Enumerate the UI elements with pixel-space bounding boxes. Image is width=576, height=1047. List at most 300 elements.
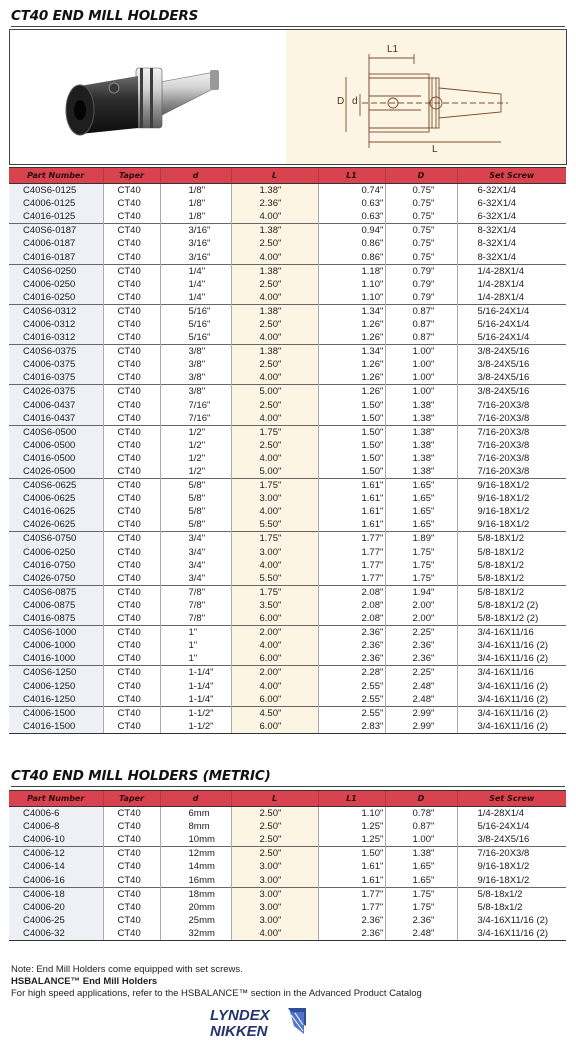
dia-cell: 1.38" (385, 399, 457, 412)
part-number-cell: C4006-14 (9, 860, 103, 873)
l-cell: 3.00" (231, 860, 318, 873)
col-header-l: L (231, 168, 318, 184)
product-photo (10, 30, 286, 164)
l1-cell: 1.18" (318, 264, 385, 278)
part-number-cell: C40S6-0375 (9, 345, 103, 359)
dia-cell: 2.48" (385, 693, 457, 707)
set-screw-cell: 5/8-18X1/2 (457, 559, 566, 572)
dia-cell: 2.99" (385, 706, 457, 720)
part-number-cell: C4006-0187 (9, 237, 103, 250)
table-header-row (9, 168, 566, 184)
taper-cell: CT40 (103, 304, 160, 318)
l1-cell: 2.08" (318, 599, 385, 612)
d-cell: 1" (160, 626, 231, 640)
l-cell: 5.00" (231, 385, 318, 399)
d-cell: 3/8" (160, 358, 231, 371)
dim-l-label: L (432, 144, 438, 155)
l-cell: 6.00" (231, 612, 318, 626)
l-cell: 6.00" (231, 720, 318, 734)
set-screw-cell: 1/4-28X1/4 (457, 278, 566, 291)
l-cell: 3.00" (231, 914, 318, 927)
col-header-set-screw: Set Screw (457, 168, 566, 184)
part-number-cell: C4006-1000 (9, 639, 103, 652)
part-number-cell: C4006-10 (9, 833, 103, 847)
part-number-cell: C40S6-0250 (9, 264, 103, 278)
table-row (9, 291, 566, 305)
d-cell: 5/8" (160, 479, 231, 493)
part-number-cell: C4006-0500 (9, 439, 103, 452)
part-number-cell: C4006-0437 (9, 399, 103, 412)
set-screw-cell: 5/8-18x1/2 (457, 887, 566, 901)
taper-cell: CT40 (103, 652, 160, 666)
part-number-cell: C4006-1250 (9, 679, 103, 692)
part-number-cell: C4006-1500 (9, 706, 103, 720)
dim-d-label: d (352, 96, 358, 107)
d-cell: 1/8" (160, 210, 231, 224)
set-screw-cell: 5/8-18X1/2 (457, 546, 566, 559)
taper-cell: CT40 (103, 927, 160, 941)
d-cell: 5/8" (160, 505, 231, 518)
set-screw-cell: 8-32X1/4 (457, 250, 566, 264)
part-number-cell: C4016-0437 (9, 412, 103, 426)
dia-cell: 1.38" (385, 412, 457, 426)
l1-cell: 1.50" (318, 412, 385, 426)
dia-cell: 1.75" (385, 572, 457, 586)
table-row (9, 184, 566, 198)
part-number-cell: C4016-0625 (9, 505, 103, 518)
table-row (9, 250, 566, 264)
l1-cell: 1.77" (318, 887, 385, 901)
d-cell: 1-1/4" (160, 693, 231, 707)
part-number-cell: C4016-0125 (9, 210, 103, 224)
d-cell: 8mm (160, 820, 231, 833)
table-row (9, 358, 566, 371)
d-cell: 1/2" (160, 425, 231, 439)
part-number-cell: C40S6-0500 (9, 425, 103, 439)
part-number-cell: C4016-1500 (9, 720, 103, 734)
d-cell: 1/2" (160, 439, 231, 452)
table-row (9, 304, 566, 318)
part-number-cell: C4016-0187 (9, 250, 103, 264)
l1-cell: 2.55" (318, 679, 385, 692)
dia-cell: 1.38" (385, 847, 457, 861)
l1-cell: 2.36" (318, 639, 385, 652)
dia-cell: 1.65" (385, 479, 457, 493)
set-screw-cell: 3/4-16X11/16 (2) (457, 927, 566, 941)
set-screw-cell: 9/16-18X1/2 (457, 479, 566, 493)
l-cell: 4.00" (231, 505, 318, 518)
l-cell: 6.00" (231, 693, 318, 707)
l1-cell: 2.08" (318, 585, 385, 599)
taper-cell: CT40 (103, 518, 160, 532)
svg-text:NIKKEN: NIKKEN (210, 1023, 268, 1038)
set-screw-cell: 3/8-24X5/16 (457, 358, 566, 371)
taper-cell: CT40 (103, 914, 160, 927)
taper-cell: CT40 (103, 278, 160, 291)
product-image-panel (9, 29, 567, 165)
table-row (9, 210, 566, 224)
taper-cell: CT40 (103, 847, 160, 861)
d-cell: 3/4" (160, 546, 231, 559)
taper-cell: CT40 (103, 807, 160, 821)
l1-cell: 1.26" (318, 358, 385, 371)
dia-cell: 0.79" (385, 291, 457, 305)
table-row (9, 264, 566, 278)
table-row (9, 399, 566, 412)
set-screw-cell: 7/16-20X3/8 (457, 412, 566, 426)
l1-cell: 1.61" (318, 479, 385, 493)
table-row (9, 572, 566, 586)
table-row (9, 652, 566, 666)
d-cell: 5/16" (160, 304, 231, 318)
l-cell: 2.50" (231, 237, 318, 250)
svg-text:LYNDEX: LYNDEX (210, 1007, 270, 1024)
d-cell: 3/16" (160, 250, 231, 264)
part-number-cell: C4006-16 (9, 873, 103, 887)
l-cell: 4.50" (231, 706, 318, 720)
l-cell: 3.50" (231, 599, 318, 612)
l-cell: 1.75" (231, 585, 318, 599)
l1-cell: 1.50" (318, 399, 385, 412)
set-screw-cell: 9/16-18X1/2 (457, 518, 566, 532)
l-cell: 5.00" (231, 465, 318, 479)
l-cell: 1.75" (231, 479, 318, 493)
table-row (9, 914, 566, 927)
taper-cell: CT40 (103, 184, 160, 198)
part-number-cell: C4016-0250 (9, 291, 103, 305)
table-row (9, 693, 566, 707)
l1-cell: 1.50" (318, 465, 385, 479)
dia-cell: 1.65" (385, 505, 457, 518)
table-row (9, 720, 566, 734)
col-header-taper: Taper (103, 791, 160, 807)
set-screw-cell: 7/16-20X3/8 (457, 399, 566, 412)
set-screw-cell: 7/16-20X3/8 (457, 425, 566, 439)
l1-cell: 1.77" (318, 572, 385, 586)
taper-cell: CT40 (103, 371, 160, 385)
taper-cell: CT40 (103, 873, 160, 887)
technical-drawing (286, 30, 566, 164)
taper-cell: CT40 (103, 492, 160, 505)
part-number-cell: C40S6-0187 (9, 224, 103, 238)
d-cell: 1" (160, 652, 231, 666)
l-cell: 4.00" (231, 452, 318, 465)
taper-cell: CT40 (103, 237, 160, 250)
dia-cell: 0.87" (385, 318, 457, 331)
set-screw-cell: 7/16-20X3/8 (457, 465, 566, 479)
part-number-cell: C40S6-0875 (9, 585, 103, 599)
dia-cell: 2.25" (385, 666, 457, 680)
l-cell: 2.50" (231, 278, 318, 291)
l-cell: 1.38" (231, 184, 318, 198)
dia-cell: 1.65" (385, 518, 457, 532)
set-screw-cell: 6-32X1/4 (457, 210, 566, 224)
set-screw-cell: 9/16-18X1/2 (457, 505, 566, 518)
l1-cell: 0.86" (318, 250, 385, 264)
dia-cell: 0.75" (385, 184, 457, 198)
d-cell: 3/16" (160, 237, 231, 250)
part-number-cell: C4006-6 (9, 807, 103, 821)
l1-cell: 0.63" (318, 197, 385, 210)
taper-cell: CT40 (103, 439, 160, 452)
l1-cell: 1.61" (318, 873, 385, 887)
part-number-cell: C40S6-0312 (9, 304, 103, 318)
table-row (9, 833, 566, 847)
l1-cell: 1.61" (318, 518, 385, 532)
d-cell: 12mm (160, 847, 231, 861)
l-cell: 3.00" (231, 492, 318, 505)
set-screw-cell: 7/16-20X3/8 (457, 439, 566, 452)
taper-cell: CT40 (103, 693, 160, 707)
l-cell: 5.50" (231, 518, 318, 532)
part-number-cell: C4006-32 (9, 927, 103, 941)
dia-cell: 2.48" (385, 679, 457, 692)
d-cell: 5/8" (160, 518, 231, 532)
d-cell: 1" (160, 639, 231, 652)
l-cell: 2.50" (231, 358, 318, 371)
l-cell: 3.00" (231, 873, 318, 887)
l-cell: 3.00" (231, 546, 318, 559)
set-screw-cell: 3/4-16X11/16 (2) (457, 914, 566, 927)
table-row (9, 847, 566, 861)
set-screw-cell: 5/16-24X1/4 (457, 331, 566, 345)
taper-cell: CT40 (103, 425, 160, 439)
l1-cell: 1.77" (318, 532, 385, 546)
l-cell: 2.50" (231, 399, 318, 412)
taper-cell: CT40 (103, 291, 160, 305)
part-number-cell: C4006-0875 (9, 599, 103, 612)
taper-cell: CT40 (103, 626, 160, 640)
taper-cell: CT40 (103, 860, 160, 873)
set-screw-cell: 5/8-18X1/2 (457, 572, 566, 586)
taper-cell: CT40 (103, 532, 160, 546)
dia-cell: 1.75" (385, 901, 457, 914)
l1-cell: 1.50" (318, 425, 385, 439)
title-rule (11, 26, 565, 27)
col-header-d: d (160, 168, 231, 184)
l1-cell: 1.26" (318, 371, 385, 385)
dia-cell: 1.89" (385, 532, 457, 546)
l1-cell: 2.36" (318, 914, 385, 927)
table-row (9, 518, 566, 532)
table-row (9, 860, 566, 873)
section-title-metric: CT40 END MILL HOLDERS (METRIC) (11, 768, 271, 784)
taper-cell: CT40 (103, 479, 160, 493)
taper-cell: CT40 (103, 465, 160, 479)
taper-cell: CT40 (103, 412, 160, 426)
taper-cell: CT40 (103, 210, 160, 224)
dia-cell: 0.78" (385, 807, 457, 821)
d-cell: 25mm (160, 914, 231, 927)
l1-cell: 0.86" (318, 237, 385, 250)
l1-cell: 1.34" (318, 345, 385, 359)
l-cell: 2.36" (231, 197, 318, 210)
l-cell: 1.75" (231, 532, 318, 546)
table-row (9, 224, 566, 238)
d-cell: 14mm (160, 860, 231, 873)
l1-cell: 0.63" (318, 210, 385, 224)
l1-cell: 2.55" (318, 706, 385, 720)
set-screw-cell: 9/16-18X1/2 (457, 860, 566, 873)
l1-cell: 2.36" (318, 626, 385, 640)
set-screw-cell: 3/4-16X11/16 (457, 666, 566, 680)
l-cell: 2.50" (231, 833, 318, 847)
dim-l1-label: L1 (387, 44, 399, 55)
l1-cell: 1.50" (318, 439, 385, 452)
taper-cell: CT40 (103, 666, 160, 680)
set-screw-cell: 5/8-18X1/2 (457, 585, 566, 599)
table-row (9, 452, 566, 465)
table-row (9, 385, 566, 399)
set-screw-cell: 3/4-16X11/16 (2) (457, 652, 566, 666)
set-screw-cell: 5/16-24X1/4 (457, 304, 566, 318)
dia-cell: 1.00" (385, 358, 457, 371)
part-number-cell: C4006-20 (9, 901, 103, 914)
table-row (9, 639, 566, 652)
set-screw-cell: 6-32X1/4 (457, 197, 566, 210)
part-number-cell: C4026-0750 (9, 572, 103, 586)
taper-cell: CT40 (103, 559, 160, 572)
part-number-cell: C4016-0375 (9, 371, 103, 385)
dia-cell: 1.65" (385, 873, 457, 887)
dia-cell: 1.38" (385, 452, 457, 465)
d-cell: 1/8" (160, 184, 231, 198)
dia-cell: 1.65" (385, 492, 457, 505)
taper-cell: CT40 (103, 720, 160, 734)
d-cell: 20mm (160, 901, 231, 914)
part-number-cell: C4006-0125 (9, 197, 103, 210)
l1-cell: 2.28" (318, 666, 385, 680)
l-cell: 4.00" (231, 291, 318, 305)
set-screw-cell: 5/8-18X1/2 (2) (457, 599, 566, 612)
table-row (9, 612, 566, 626)
part-number-cell: C4006-0375 (9, 358, 103, 371)
table-row (9, 666, 566, 680)
col-header-l: L (231, 791, 318, 807)
dia-cell: 0.75" (385, 224, 457, 238)
table-row (9, 439, 566, 452)
d-cell: 7/16" (160, 412, 231, 426)
title-rule-metric (11, 786, 565, 787)
d-cell: 1/4" (160, 278, 231, 291)
dia-cell: 2.36" (385, 639, 457, 652)
set-screw-cell: 3/8-24X5/16 (457, 371, 566, 385)
set-screw-cell: 1/4-28X1/4 (457, 264, 566, 278)
dia-cell: 2.00" (385, 612, 457, 626)
table-row (9, 887, 566, 901)
table-row (9, 237, 566, 250)
set-screw-cell: 5/16-24X1/4 (457, 318, 566, 331)
col-header-l1: L1 (318, 168, 385, 184)
d-cell: 3/8" (160, 385, 231, 399)
l1-cell: 1.61" (318, 860, 385, 873)
table-row (9, 412, 566, 426)
d-cell: 3/8" (160, 371, 231, 385)
l-cell: 2.50" (231, 847, 318, 861)
taper-cell: CT40 (103, 585, 160, 599)
table-row (9, 532, 566, 546)
dia-cell: 1.00" (385, 833, 457, 847)
set-screw-cell: 3/8-24X5/16 (457, 345, 566, 359)
part-number-cell: C4016-0312 (9, 331, 103, 345)
taper-cell: CT40 (103, 331, 160, 345)
set-screw-cell: 3/8-24X5/16 (457, 385, 566, 399)
part-number-cell: C4006-25 (9, 914, 103, 927)
l1-cell: 1.61" (318, 492, 385, 505)
l-cell: 2.00" (231, 666, 318, 680)
note-hsbalance-ref: For high speed applications, refer to the HSBALANCE™ section in the Advanced Product Catalog (11, 988, 422, 999)
part-number-cell: C4006-18 (9, 887, 103, 901)
d-cell: 3/4" (160, 572, 231, 586)
l-cell: 2.50" (231, 807, 318, 821)
table-row (9, 807, 566, 821)
l1-cell: 1.26" (318, 331, 385, 345)
set-screw-cell: 8-32X1/4 (457, 237, 566, 250)
table-header-row (9, 791, 566, 807)
part-number-cell: C4006-0625 (9, 492, 103, 505)
dia-cell: 1.38" (385, 465, 457, 479)
taper-cell: CT40 (103, 599, 160, 612)
table-row (9, 505, 566, 518)
set-screw-cell: 3/4-16X11/16 (457, 626, 566, 640)
note-hsbalance-title: HSBALANCE™ End Mill Holders (11, 976, 158, 987)
part-number-cell: C40S6-1000 (9, 626, 103, 640)
dia-cell: 2.00" (385, 599, 457, 612)
col-header-D: D (385, 791, 457, 807)
d-cell: 3/4" (160, 559, 231, 572)
taper-cell: CT40 (103, 345, 160, 359)
l1-cell: 1.10" (318, 807, 385, 821)
table-row (9, 706, 566, 720)
l-cell: 4.00" (231, 927, 318, 941)
dia-cell: 2.36" (385, 914, 457, 927)
set-screw-cell: 5/8-18X1/2 (2) (457, 612, 566, 626)
dia-cell: 2.25" (385, 626, 457, 640)
dia-cell: 2.99" (385, 720, 457, 734)
table-row (9, 318, 566, 331)
metric-holders-table (9, 790, 566, 941)
dia-cell: 2.36" (385, 652, 457, 666)
l-cell: 4.00" (231, 250, 318, 264)
d-cell: 3/8" (160, 345, 231, 359)
table-row (9, 927, 566, 941)
d-cell: 7/8" (160, 599, 231, 612)
taper-cell: CT40 (103, 612, 160, 626)
l1-cell: 2.83" (318, 720, 385, 734)
part-number-cell: C4006-0250 (9, 278, 103, 291)
part-number-cell: C40S6-0625 (9, 479, 103, 493)
l-cell: 2.50" (231, 820, 318, 833)
dim-D-label: D (337, 96, 345, 107)
set-screw-cell: 1/4-28X1/4 (457, 291, 566, 305)
d-cell: 1-1/2" (160, 706, 231, 720)
l-cell: 5.50" (231, 572, 318, 586)
d-cell: 5/8" (160, 492, 231, 505)
l1-cell: 1.77" (318, 546, 385, 559)
dia-cell: 2.48" (385, 927, 457, 941)
set-screw-cell: 3/4-16X11/16 (2) (457, 693, 566, 707)
inch-holders-table (9, 167, 566, 734)
part-number-cell: C4016-0750 (9, 559, 103, 572)
l1-cell: 1.26" (318, 385, 385, 399)
l1-cell: 1.77" (318, 559, 385, 572)
col-header-set-screw: Set Screw (457, 791, 566, 807)
d-cell: 3/16" (160, 224, 231, 238)
taper-cell: CT40 (103, 887, 160, 901)
taper-cell: CT40 (103, 706, 160, 720)
dia-cell: 0.75" (385, 210, 457, 224)
l1-cell: 2.08" (318, 612, 385, 626)
